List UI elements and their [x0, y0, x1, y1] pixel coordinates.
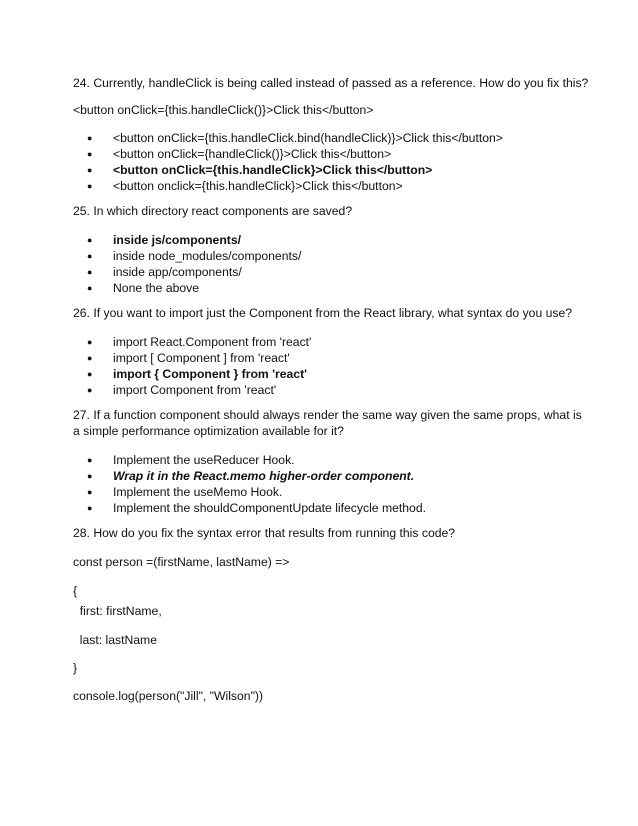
option-text: <button onClick={handleClick()}>Click this</button> — [113, 147, 392, 161]
option-text-answer: import { Component } from 'react' — [113, 367, 308, 381]
bullet-icon: ● — [87, 251, 93, 261]
option-text: Implement the useReducer Hook. — [113, 453, 295, 467]
option-text: <button onClick={this.handleClick.bind(handleClick)}>Click this</button> — [113, 131, 503, 145]
option-text: Implement the useMemo Hook. — [113, 485, 283, 499]
question-26-option-d — [87, 382, 276, 398]
question-24-option-c — [87, 162, 432, 178]
bullet-icon: ● — [87, 471, 93, 481]
bullet-icon: ● — [87, 369, 93, 379]
code-line-1: const person =(firstName, lastName) => — [73, 555, 290, 569]
bullet-icon: ● — [87, 337, 93, 347]
code-line-5: } — [73, 661, 78, 675]
question-26-option-c — [87, 366, 307, 382]
question-24-snippet: <button onClick={this.handleClick()}>Click this</button> — [73, 103, 374, 117]
bullet-icon: ● — [87, 165, 93, 175]
bullet-icon: ● — [87, 149, 93, 159]
question-24-option-d — [87, 178, 403, 194]
bullet-icon: ● — [87, 235, 93, 245]
question-26-text: 26. If you want to import just the Component from the React library, what syntax do you use? — [73, 306, 573, 320]
question-27-option-b — [87, 468, 414, 484]
question-27-text-line-2: a simple performance optimization available for it? — [73, 424, 344, 438]
question-27-option-c — [87, 484, 282, 500]
option-text: Implement the shouldComponentUpdate lifecycle method. — [113, 501, 426, 515]
question-24-option-b — [87, 146, 391, 162]
bullet-icon: ● — [87, 267, 93, 277]
question-25-option-c — [87, 264, 242, 280]
question-25-option-d — [87, 280, 199, 296]
question-26-option-b — [87, 350, 290, 366]
question-27-option-a — [87, 452, 295, 468]
code-line-2: { — [73, 584, 78, 598]
bullet-icon: ● — [87, 133, 93, 143]
question-26-option-a — [87, 334, 311, 350]
option-text-answer: <button onClick={this.handleClick}>Click this</button> — [113, 163, 433, 177]
option-text: inside node_modules/components/ — [113, 249, 302, 263]
code-line-3: first: firstName, — [73, 604, 162, 618]
option-text: import React.Component from 'react' — [113, 335, 312, 349]
code-line-6: console.log(person("Jill", "Wilson")) — [73, 689, 264, 703]
option-text-answer: Wrap it in the React.memo higher-order component. — [113, 469, 415, 483]
bullet-icon: ● — [87, 353, 93, 363]
bullet-icon: ● — [87, 181, 93, 191]
option-text: inside app/components/ — [113, 265, 242, 279]
option-text-answer: inside js/components/ — [113, 233, 241, 247]
bullet-icon: ● — [87, 503, 93, 513]
option-text: <button onclick={this.handleClick}>Click this</button> — [113, 179, 403, 193]
question-25-text: 25. In which directory react components are saved? — [73, 204, 353, 218]
question-24-option-a — [87, 130, 503, 146]
option-text: import Component from 'react' — [113, 383, 277, 397]
question-27-option-d — [87, 500, 426, 516]
bullet-icon: ● — [87, 487, 93, 497]
option-text: None the above — [113, 281, 200, 295]
bullet-icon: ● — [87, 455, 93, 465]
question-25-option-a — [87, 232, 241, 248]
question-27-text-line-1: 27. If a function component should always render the same way given the same props, what is — [73, 408, 582, 422]
option-text: import [ Component ] from 'react' — [113, 351, 290, 365]
code-line-4: last: lastName — [73, 633, 157, 647]
bullet-icon: ● — [87, 283, 93, 293]
question-24-text: 24. Currently, handleClick is being called instead of passed as a reference. How do you fix this? — [73, 76, 589, 90]
bullet-icon: ● — [87, 385, 93, 395]
question-25-option-b — [87, 248, 301, 264]
question-28-text: 28. How do you fix the syntax error that results from running this code? — [73, 526, 456, 540]
